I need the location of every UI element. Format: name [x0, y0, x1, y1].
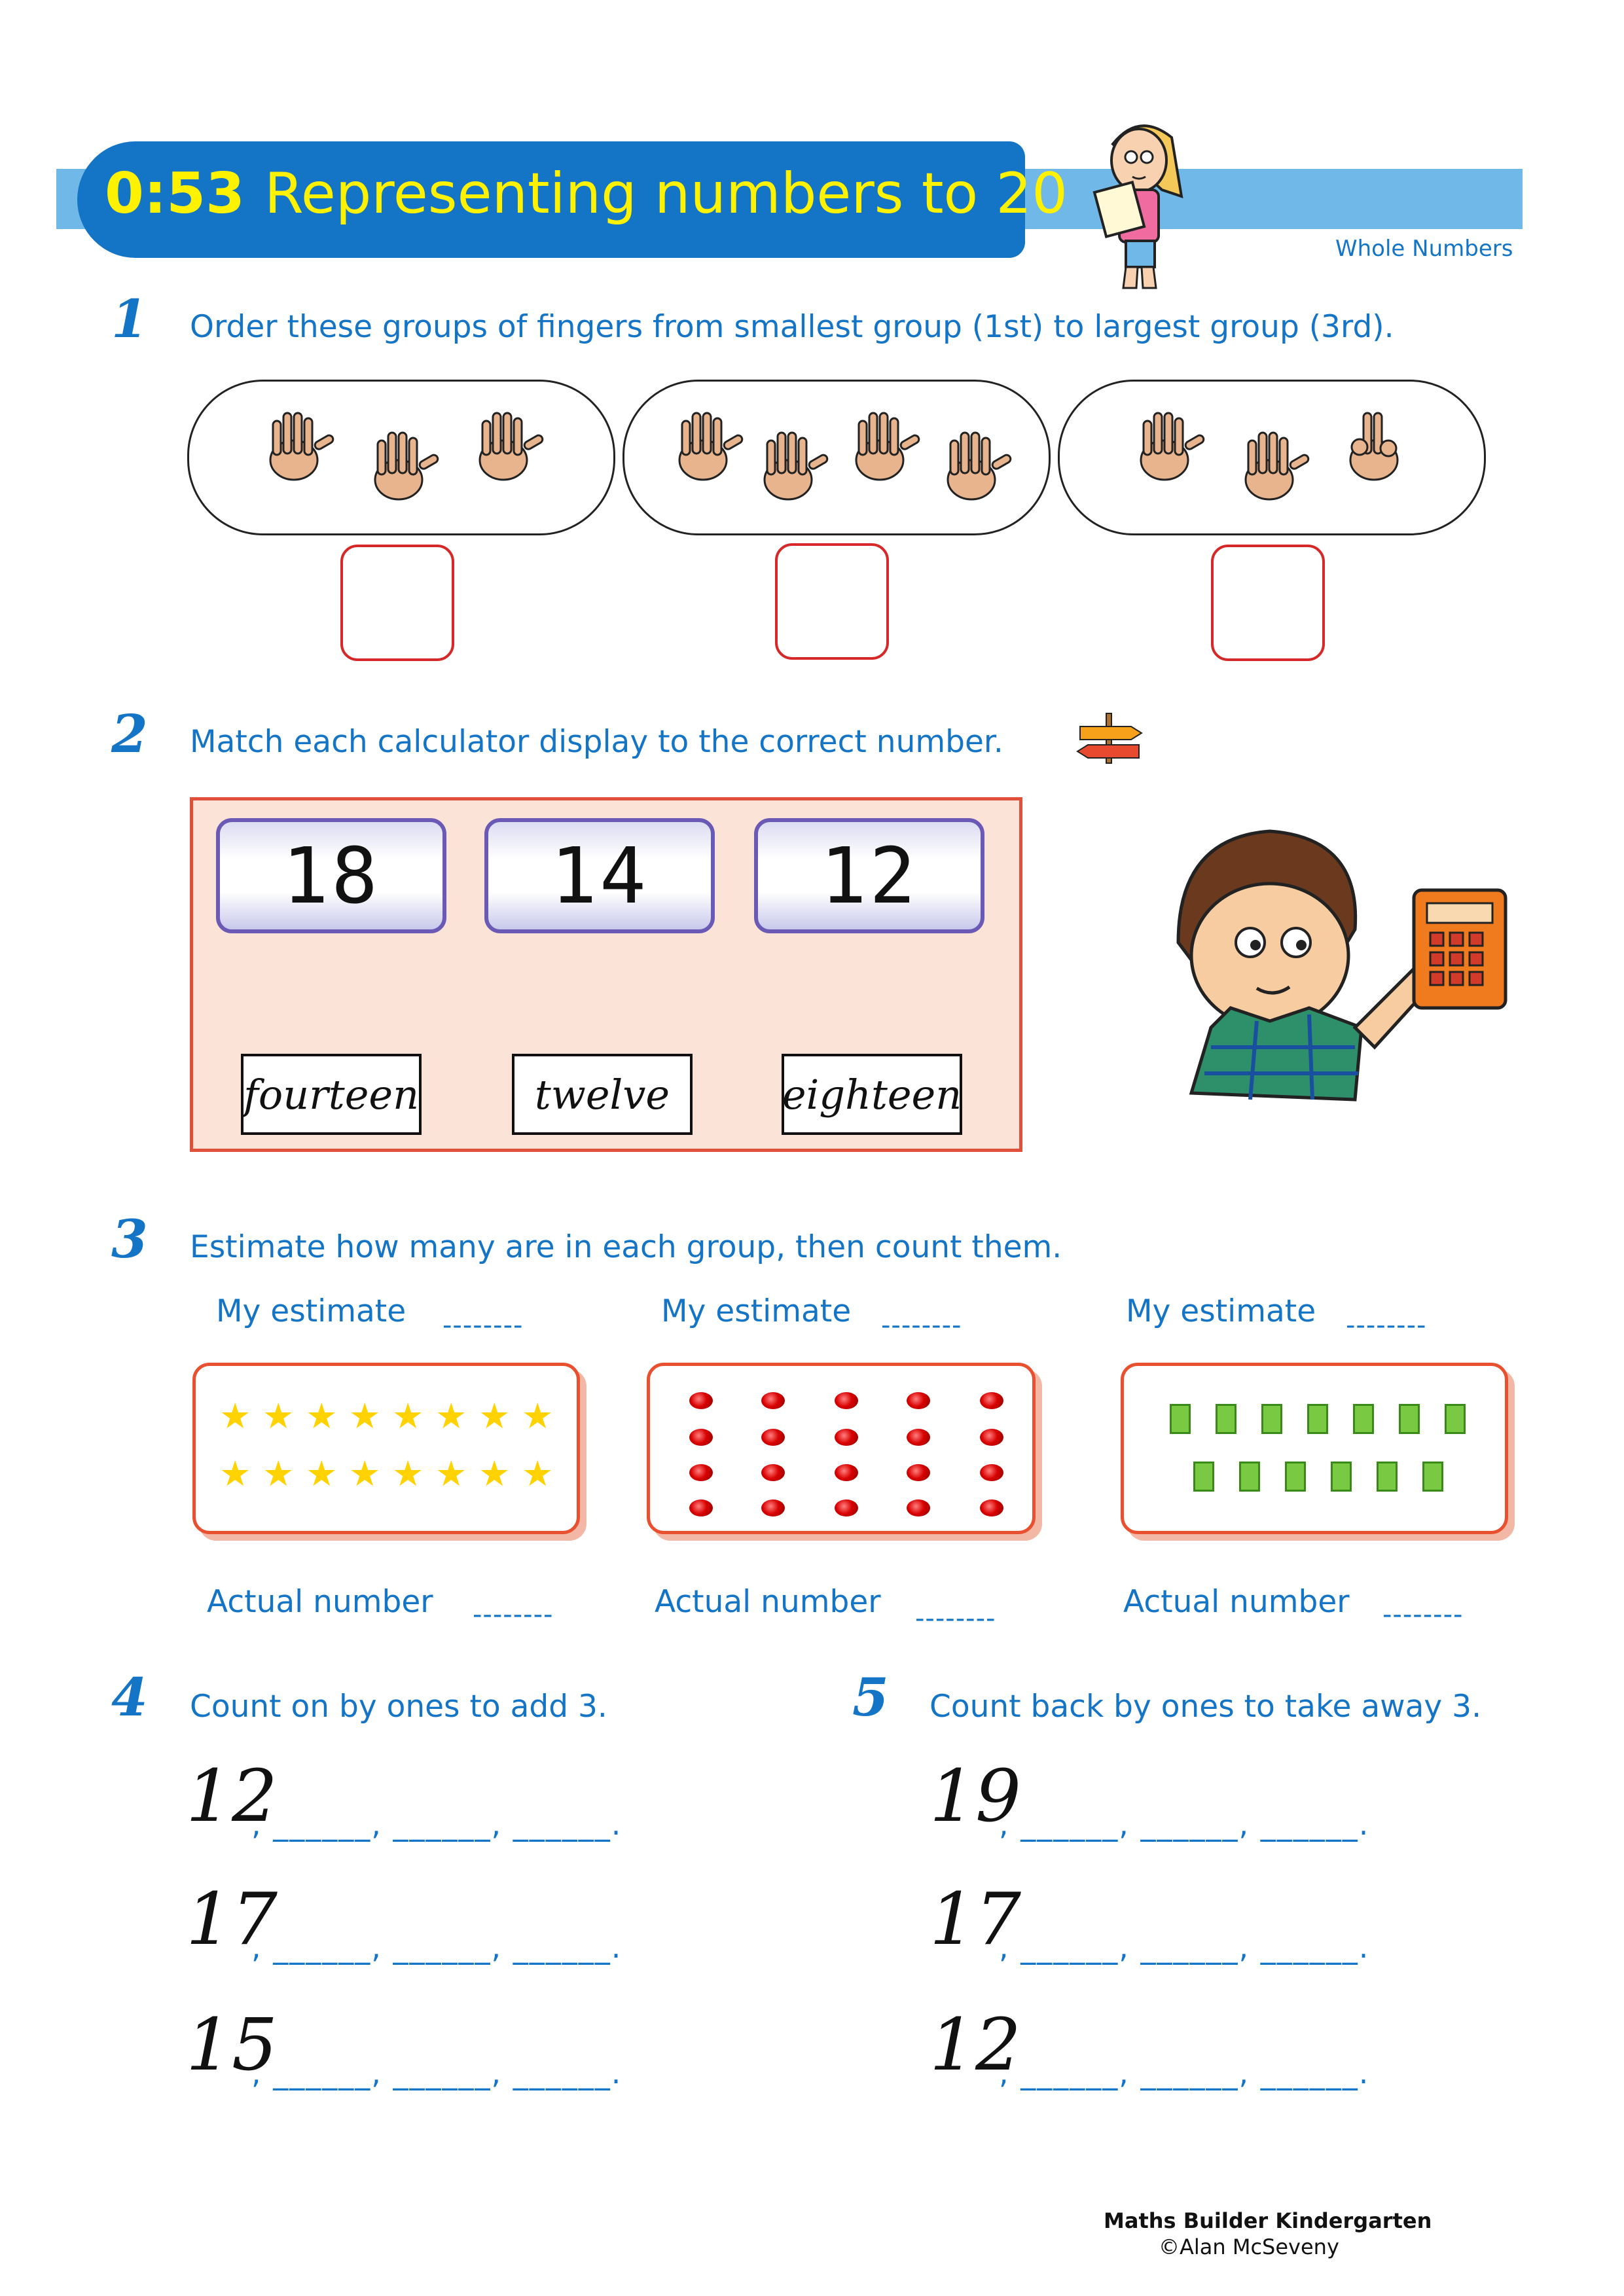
calculator-display-3: [754, 818, 984, 933]
green-rectangle-icon: [1239, 1462, 1260, 1492]
estimate-label-2: My estimate: [661, 1293, 852, 1329]
finger-group-1: [187, 380, 615, 535]
count-on-blanks-1[interactable]: , ______, ______, ______.: [251, 1806, 623, 1842]
question-number-1: 1: [111, 288, 148, 350]
footer-copyright: ©Alan McSeveny: [1159, 2234, 1339, 2259]
star-icon: ★: [349, 1395, 381, 1437]
star-icon: ★: [522, 1453, 554, 1494]
green-rectangle-icon: [1377, 1462, 1398, 1492]
count-back-blanks-2[interactable]: , ______, ______, ______.: [999, 1929, 1370, 1965]
question-4-instruction: Count on by ones to add 3.: [190, 1689, 607, 1725]
green-rectangle-icon: [1331, 1462, 1352, 1492]
calculator-value: 18: [281, 831, 381, 921]
lesson-number: 0:53: [105, 161, 245, 226]
red-dot-icon: [689, 1392, 713, 1409]
star-icon: ★: [349, 1453, 381, 1494]
star-icon: ★: [219, 1395, 251, 1437]
red-dot-icon: [761, 1499, 785, 1516]
star-icon: ★: [478, 1395, 511, 1437]
question-1-instruction: Order these groups of fingers from smallest group (1st) to largest group (3rd).: [190, 309, 1394, 345]
green-rectangle-icon: [1193, 1462, 1214, 1492]
red-dot-icon: [835, 1464, 858, 1481]
star-icon: ★: [306, 1395, 338, 1437]
red-dot-icon: [689, 1429, 713, 1446]
red-dot-icon: [835, 1392, 858, 1409]
actual-label-1: Actual number: [207, 1584, 433, 1620]
red-dot-icon: [907, 1499, 930, 1516]
green-rectangle-icon: [1307, 1404, 1328, 1434]
count-back-start-3: 12: [929, 2003, 1021, 2087]
hands-icon-group: [624, 382, 1049, 533]
red-dot-icon: [761, 1392, 785, 1409]
green-rectangle-icon: [1422, 1462, 1443, 1492]
green-rectangle-icon: [1261, 1404, 1282, 1434]
star-icon: ★: [262, 1395, 295, 1437]
red-dot-icon: [980, 1499, 1003, 1516]
number-word-card-2[interactable]: twelve: [512, 1054, 693, 1135]
count-back-start-2: 17: [929, 1877, 1021, 1961]
boy-with-calculator-illustration: [1139, 812, 1545, 1113]
count-back-blanks-1[interactable]: , ______, ______, ______.: [999, 1806, 1370, 1842]
estimate-blank-3[interactable]: --------: [1346, 1310, 1427, 1340]
finger-group-2: [623, 380, 1051, 535]
red-dot-icon: [980, 1392, 1003, 1409]
red-dot-icon: [689, 1499, 713, 1516]
star-icon: ★: [522, 1395, 554, 1437]
green-rectangle-icon: [1285, 1462, 1306, 1492]
question-5-instruction: Count back by ones to take away 3.: [929, 1689, 1482, 1725]
estimate-blank-1[interactable]: --------: [442, 1310, 524, 1340]
star-icon: ★: [478, 1453, 511, 1494]
actual-blank-2[interactable]: --------: [915, 1604, 996, 1634]
actual-label-2: Actual number: [655, 1584, 881, 1620]
question-number-3: 3: [111, 1208, 148, 1270]
count-on-blanks-2[interactable]: , ______, ______, ______.: [251, 1929, 623, 1965]
star-icon: ★: [219, 1453, 251, 1494]
stars-group-box: [192, 1363, 580, 1534]
green-rectangle-icon: [1353, 1404, 1374, 1434]
calculator-display-1: [216, 818, 446, 933]
count-on-start-2: 17: [186, 1877, 278, 1961]
star-icon: ★: [262, 1453, 295, 1494]
number-word-card-1[interactable]: fourteen: [241, 1054, 422, 1135]
red-dot-icon: [980, 1464, 1003, 1481]
count-on-start-1: 12: [186, 1754, 278, 1838]
hands-icon-group: [189, 382, 613, 533]
signpost-icon: [1074, 707, 1146, 766]
rectangles-group-box: [1121, 1363, 1508, 1534]
red-dot-icon: [689, 1464, 713, 1481]
dots-group-box: [647, 1363, 1036, 1534]
question-number-4: 4: [111, 1666, 148, 1728]
red-dot-icon: [835, 1429, 858, 1446]
star-icon: ★: [392, 1453, 424, 1494]
section-tag: Whole Numbers: [1335, 236, 1513, 262]
order-answer-box-3[interactable]: [1211, 545, 1325, 661]
green-rectangle-icon: [1216, 1404, 1236, 1434]
green-rectangle-icon: [1170, 1404, 1191, 1434]
girl-with-notepad-illustration: [1074, 98, 1204, 295]
finger-group-3: [1058, 380, 1486, 535]
count-on-blanks-3[interactable]: , ______, ______, ______.: [251, 2055, 623, 2090]
star-icon: ★: [435, 1453, 467, 1494]
order-answer-box-1[interactable]: [340, 545, 454, 661]
calculator-display-2: [484, 818, 715, 933]
green-rectangle-icon: [1445, 1404, 1466, 1434]
question-number-2: 2: [111, 703, 148, 764]
red-dot-icon: [980, 1429, 1003, 1446]
red-dot-icon: [761, 1429, 785, 1446]
count-on-start-3: 15: [186, 2003, 278, 2087]
estimate-label-1: My estimate: [216, 1293, 406, 1329]
actual-label-3: Actual number: [1123, 1584, 1350, 1620]
star-icon: ★: [392, 1395, 424, 1437]
red-dot-icon: [907, 1429, 930, 1446]
question-2-instruction: Match each calculator display to the correct number.: [190, 724, 1003, 760]
question-3-instruction: Estimate how many are in each group, then count them.: [190, 1229, 1062, 1265]
calculator-value: 12: [820, 831, 919, 921]
actual-blank-1[interactable]: --------: [473, 1600, 554, 1630]
hands-icon-group: [1060, 382, 1484, 533]
count-back-blanks-3[interactable]: , ______, ______, ______.: [999, 2055, 1370, 2090]
actual-blank-3[interactable]: --------: [1382, 1600, 1464, 1630]
red-dot-icon: [835, 1499, 858, 1516]
red-dot-icon: [907, 1464, 930, 1481]
estimate-blank-2[interactable]: --------: [881, 1310, 962, 1340]
question-number-5: 5: [852, 1666, 889, 1728]
red-dot-icon: [907, 1392, 930, 1409]
page-title: Representing numbers to 20: [264, 161, 1068, 226]
star-icon: ★: [435, 1395, 467, 1437]
order-answer-box-2[interactable]: [775, 543, 889, 660]
estimate-label-3: My estimate: [1126, 1293, 1316, 1329]
calculator-value: 14: [550, 831, 649, 921]
footer-book-title: Maths Builder Kindergarten: [1104, 2208, 1432, 2233]
star-icon: ★: [306, 1453, 338, 1494]
red-dot-icon: [761, 1464, 785, 1481]
number-word-card-3[interactable]: eighteen: [782, 1054, 962, 1135]
count-back-start-1: 19: [929, 1754, 1021, 1838]
green-rectangle-icon: [1399, 1404, 1420, 1434]
